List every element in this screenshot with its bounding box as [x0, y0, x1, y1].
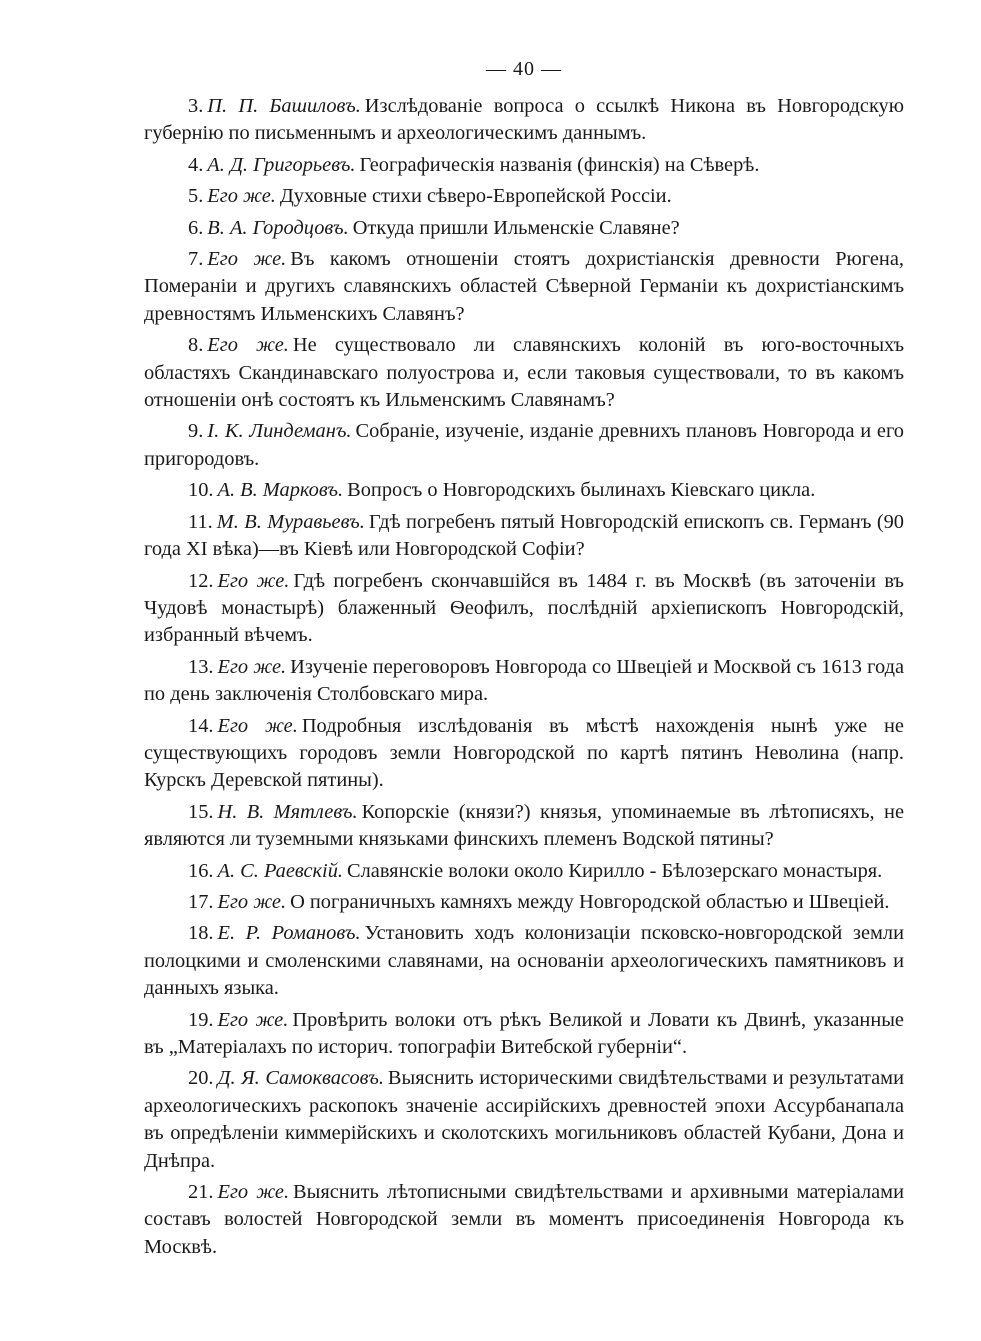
entry-author: А. Д. Григорьевъ.	[207, 153, 356, 176]
entry-number: 11.	[188, 510, 213, 533]
entry-number: 19.	[188, 1008, 214, 1031]
entry-number: 17.	[188, 890, 214, 913]
entry-author: Его же.	[217, 890, 287, 913]
list-item	[144, 1007, 904, 1062]
entry-number: 4.	[188, 153, 204, 176]
entry-text: Копорскіе (князи?) князья, упоминаемые въ лѣтописяхъ, не являются ли туземными князьками финскихъ племенъ Водской пятины?	[144, 800, 904, 851]
entry-number: 18.	[188, 922, 214, 945]
list-item	[144, 183, 904, 210]
entry-number: 12.	[188, 569, 214, 592]
entry-text: Вопросъ о Новгородскихъ былинахъ Кіевскаго цикла.	[347, 479, 816, 502]
entry-author: Его же.	[217, 569, 290, 592]
entry-number: 3.	[188, 95, 204, 117]
document-page	[144, 58, 904, 1265]
entry-author: Д. Я. Самоквасовъ.	[217, 1067, 384, 1090]
list-item	[144, 246, 904, 328]
entry-author: А. В. Марковъ.	[217, 479, 344, 502]
entry-text: Выяснить историческими свидѣтельствами и результатами археологическихъ раскопокъ значеніе ассирійскихъ древностей эпохи Ассурбанапала въ опредѣленіи киммерійскихъ и сколотскихъ могильниковъ областей Кубани, Дона и Днѣпра.	[144, 1067, 904, 1172]
entry-text: Географическія названія (финскія) на Сѣверѣ.	[359, 153, 760, 176]
entry-text: Славянскіе волоки около Кирилло - Бѣлозерскаго монастыря.	[347, 859, 883, 882]
list-item	[144, 509, 904, 564]
entry-text: О пограничныхъ камняхъ между Новгородской областью и Швеціей.	[290, 890, 890, 913]
entry-number: 20.	[188, 1067, 214, 1090]
entry-number: 13.	[188, 655, 214, 678]
list-item	[144, 858, 904, 885]
entry-text: Въ какомъ отношеніи стоятъ дохристіанскія древности Рюгена, Помераніи и другихъ славянскихъ областей Сѣверной Германіи къ дохристіанскимъ древностямъ Ильменскихъ Славянъ?	[144, 248, 904, 325]
entry-author: Его же.	[217, 1008, 289, 1031]
list-item	[144, 713, 904, 795]
list-item	[144, 215, 904, 242]
entry-text: Изслѣдованіе вопроса о ссылкѣ Никона въ Новгородскую губернію по письменнымъ и археологическимъ даннымъ.	[144, 95, 904, 145]
entry-list	[144, 93, 904, 1261]
list-item	[144, 1065, 904, 1175]
entry-author: Его же.	[217, 655, 287, 678]
entry-number: 5.	[188, 185, 204, 208]
entry-text: Провѣрить волоки отъ рѣкъ Великой и Ловати къ Двинѣ, указанные въ „Матеріалахъ по историч. топографіи Витебской губерніи“.	[144, 1008, 904, 1058]
entry-text: Собраніе, изученіе, изданіе древнихъ плановъ Новгорода и его пригородовъ.	[144, 420, 904, 470]
page-number: — 40 —	[486, 58, 562, 80]
list-item	[144, 332, 904, 414]
entry-text: Изученіе переговоровъ Новгорода со Швеціей и Москвой съ 1613 года по день заключенія Столбовскаго мира.	[144, 655, 904, 706]
entry-number: 15.	[188, 800, 214, 823]
list-item	[144, 477, 904, 504]
entry-text: Выяснить лѣтописными свидѣтельствами и архивными матеріалами составъ волостей Новгородской земли въ моментъ присоединенія Новгорода къ Москвѣ.	[144, 1181, 904, 1258]
list-item	[144, 93, 904, 148]
list-item	[144, 152, 904, 179]
entry-author: Н. В. Мятлевъ.	[217, 800, 358, 823]
entry-number: 9.	[188, 420, 204, 443]
entry-number: 21.	[188, 1181, 214, 1204]
entry-text: Подробныя изслѣдованія въ мѣстѣ нахожденія нынѣ уже не существующихъ городовъ земли Новгородской по картѣ пятинъ Неволина (напр. Курскъ Деревской пятины).	[144, 714, 904, 792]
list-item	[144, 920, 904, 1002]
list-item	[144, 799, 904, 854]
entry-number: 16.	[188, 859, 214, 882]
entry-author: Е. Р. Романовъ.	[217, 922, 361, 945]
entry-text: Установить ходъ колонизаціи псковско-новгородской земли полоцкими и смоленскими славянами, на основаніи археологическихъ памятниковъ и данныхъ языка.	[144, 922, 905, 1000]
entry-author: І. К. Линдеманъ.	[207, 420, 352, 443]
list-item	[144, 1179, 904, 1261]
entry-text: Духовные стихи сѣверо-Европейской Россіи.	[279, 185, 672, 208]
entry-author: В. А. Городцовъ.	[207, 216, 349, 239]
entry-author: П. П. Башиловъ.	[207, 95, 361, 117]
entry-author: Его же.	[217, 1181, 290, 1204]
entry-author: Его же.	[207, 185, 276, 208]
entry-text: Откуда пришли Ильменскіе Славяне?	[352, 216, 680, 239]
entry-number: 6.	[188, 216, 204, 239]
entry-author: Его же.	[207, 248, 287, 271]
entry-number: 8.	[188, 334, 204, 357]
entry-number: 10.	[188, 479, 214, 502]
list-item	[144, 889, 904, 916]
entry-author: М. В. Муравьевъ.	[216, 510, 365, 533]
entry-text: Не существовало ли славянскихъ колоній въ юго-восточныхъ областяхъ Скандинавскаго полуострова и, если таковыя существовали, то въ какомъ отношеніи онѣ состоятъ къ Ильменскимъ Славянамъ?	[144, 334, 904, 412]
entry-author: Его же.	[207, 334, 289, 357]
list-item	[144, 568, 904, 650]
entry-text: Гдѣ погребенъ пятый Новгородскій епископъ св. Германъ (90 года XI вѣка)—въ Кіевѣ или Новгородской Софіи?	[144, 510, 905, 561]
list-item	[144, 654, 904, 709]
entry-text: Гдѣ погребенъ скончавшійся въ 1484 г. въ Москвѣ (въ заточеніи въ Чудовѣ монастырѣ) блаженный Ѳеофилъ, послѣдній архіепископъ Новгородскій, избранный вѣчемъ.	[144, 569, 904, 647]
entry-author: А. С. Раевскій.	[217, 859, 343, 882]
entry-number: 14.	[188, 714, 214, 737]
list-item	[144, 418, 904, 473]
entry-number: 7.	[188, 248, 204, 271]
entry-author: Его же.	[217, 714, 298, 737]
